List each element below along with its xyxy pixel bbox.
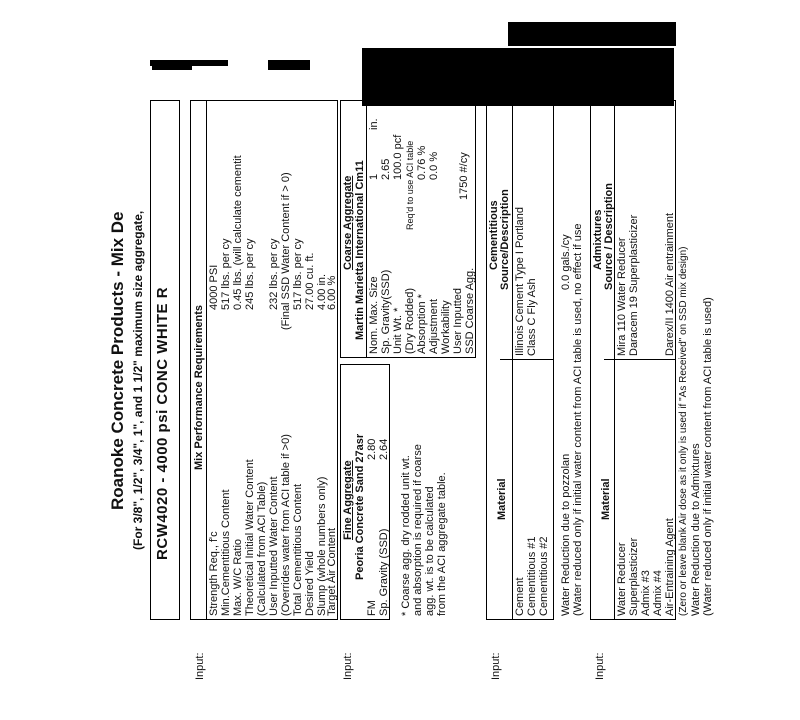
coarse-agg-name: Martin Marietta International Cm11 <box>354 160 366 340</box>
mix-perf-value: 4.00 in. <box>316 273 328 310</box>
fine-agg-name: Peoria Concrete Sand 27asr <box>354 433 366 580</box>
mix-perf-header: Mix Performance Requirements <box>193 304 205 470</box>
cementitious-source-header: Source/Description <box>499 189 511 290</box>
fine-agg-note: from the ACI aggregate table. <box>436 472 448 616</box>
admixture-label: Water Reducer <box>616 542 628 616</box>
coarse-agg-value: 100.0 pcf <box>392 134 404 180</box>
mix-perf-label: Desired Yield <box>304 551 316 616</box>
coarse-agg-header: Coarse Aggregate <box>342 175 354 270</box>
mix-perf-value: 4000 PSI <box>208 264 220 310</box>
fine-agg-note: and absorption is required if coarse <box>412 444 424 616</box>
mix-title: RCW4020 - 4000 psi CONC WHITE R <box>154 286 171 560</box>
admixture-note: (Zero or leave blank Air dose as it only is used if "As Received" on SSD mix design) <box>678 246 689 616</box>
coarse-agg-label: Unit Wt. * <box>392 307 404 354</box>
fine-agg-fm-value: 2.80 <box>366 438 378 460</box>
water-reduction-note: (Water reduced only if initial water content from ACI table is used, no effect if use <box>572 223 584 616</box>
mix-perf-label: Strength Req., f'c <box>208 531 220 616</box>
cementitious-value: Illinois Cement Type I Portland <box>514 207 526 356</box>
document-subtitle: (For 3/8", 1/2", 3/4", 1", and 1 1/2" maximum size aggregate, <box>131 210 145 550</box>
coarse-agg-label: (Dry Rodded) <box>404 287 416 354</box>
mix-perf-label: Max. W/C Ratio <box>232 538 244 616</box>
coarse-agg-value: 0.76 % <box>416 145 428 180</box>
fine-agg-sg-value: 2.64 <box>378 438 390 460</box>
cementitious-label: Cement <box>514 577 526 616</box>
coarse-agg-value: 2.65 <box>380 158 392 180</box>
admixture-value: Mira 110 Water Reducer <box>616 237 628 356</box>
mix-perf-label: Target Air Content <box>326 527 338 616</box>
admixture-label: Admix #4 <box>652 570 664 616</box>
mix-perf-value: 0.45 lbs. (will calculate cementit <box>232 155 244 310</box>
mix-perf-value: 517 lbs. per cy <box>220 238 232 310</box>
fine-agg-header: Fine Aggregate <box>342 460 354 540</box>
mix-perf-value: (Final SSD Water Content if > 0) <box>280 172 292 330</box>
mix-perf-label: (Overrides water from ACI table if >0) <box>280 434 292 616</box>
water-reduction-label: Water Reduction due to pozzolan <box>560 453 572 616</box>
coarse-agg-value: 0.0 % <box>428 151 440 180</box>
fine-agg-note: * Coarse agg. dry rodded unit wt. <box>400 455 412 616</box>
mix-perf-value: 232 lbs. per cy <box>268 238 280 310</box>
admixture-label: Air-Entraining Agent <box>664 518 676 616</box>
cementitious-label: Cementitious #2 <box>538 536 550 616</box>
mix-perf-input-label: Input: <box>194 652 206 680</box>
admixtures-source-header: Source / Description <box>603 183 615 290</box>
mix-perf-value: 27.00 cu. ft. <box>304 252 316 310</box>
mix-perf-label: User Inputted Water Content <box>268 476 280 616</box>
redaction-bar-top <box>508 22 676 46</box>
coarse-agg-unit: in. <box>368 118 380 130</box>
redaction-mark-left2 <box>152 66 192 70</box>
coarse-agg-label: Nom. Max. Size <box>368 276 380 354</box>
cementitious-value: Class C Fly Ash <box>526 278 538 356</box>
water-reduction-value: 0.0 gals./cy <box>560 234 572 290</box>
document-page <box>108 100 800 720</box>
admixture-note: Water Reduction due to Admixtures <box>690 443 702 616</box>
cementitious-label: Cementitious #1 <box>526 536 538 616</box>
admixture-label: Admix #3 <box>640 570 652 616</box>
mix-perf-value: 517 lbs. per cy <box>292 238 304 310</box>
admixture-note: (Water reduced only if initial water content from ACI table is used) <box>702 297 714 616</box>
admixture-label: Superplasticizer <box>628 537 640 616</box>
coarse-agg-label: Sp. Gravity(SSD) <box>380 269 392 354</box>
mix-perf-label: Slump (whole numbers only) <box>316 476 328 616</box>
fine-agg-sg-label: Sp. Gravity (SSD) <box>378 528 390 616</box>
admixtures-input-label: Input: <box>594 652 606 680</box>
coarse-agg-label: Adjustment <box>428 298 440 354</box>
cementitious-material-header: Material <box>496 478 508 520</box>
coarse-agg-label: Absorption * <box>416 294 428 354</box>
admixture-value: Daracem 19 Superplasticizer <box>628 214 640 356</box>
admixtures-header: Admixtures <box>592 209 604 270</box>
redaction-mark-right <box>268 60 310 70</box>
coarse-agg-label: SSD Coarse Agg. <box>464 267 476 354</box>
mix-perf-value: 6.00 % <box>326 275 338 310</box>
coarse-agg-label: Workability <box>440 300 452 354</box>
admixture-value: Darex/II 1400 Air entrainment <box>664 212 676 356</box>
coarse-agg-value: Req'd to use ACI table <box>405 140 415 230</box>
cementitious-header: Cementitious <box>488 200 500 270</box>
mix-perf-label: Min.Cementitious Content <box>220 489 232 616</box>
fine-agg-note: agg. wt. is to be calculated <box>424 486 436 616</box>
coarse-agg-label: User Inputted <box>452 287 464 354</box>
admixtures-material-header: Material <box>600 478 612 520</box>
mix-perf-label: Theoretical Initial Water Content <box>244 459 256 616</box>
mix-perf-label: Total Cementitious Content <box>292 483 304 616</box>
mix-perf-value: 245 lbs. per cy <box>244 238 256 310</box>
coarse-agg-value: 1 <box>368 173 380 180</box>
fine-agg-fm-label: FM <box>366 600 378 616</box>
fine-agg-input-label: Input: <box>342 652 354 680</box>
company-title: Roanoke Concrete Products - Mix De <box>108 211 127 510</box>
mix-perf-label: (Calculated from ACI Table) <box>256 481 268 616</box>
cementitious-input-label: Input: <box>490 652 502 680</box>
coarse-agg-value: 1750 #/cy <box>458 152 470 200</box>
